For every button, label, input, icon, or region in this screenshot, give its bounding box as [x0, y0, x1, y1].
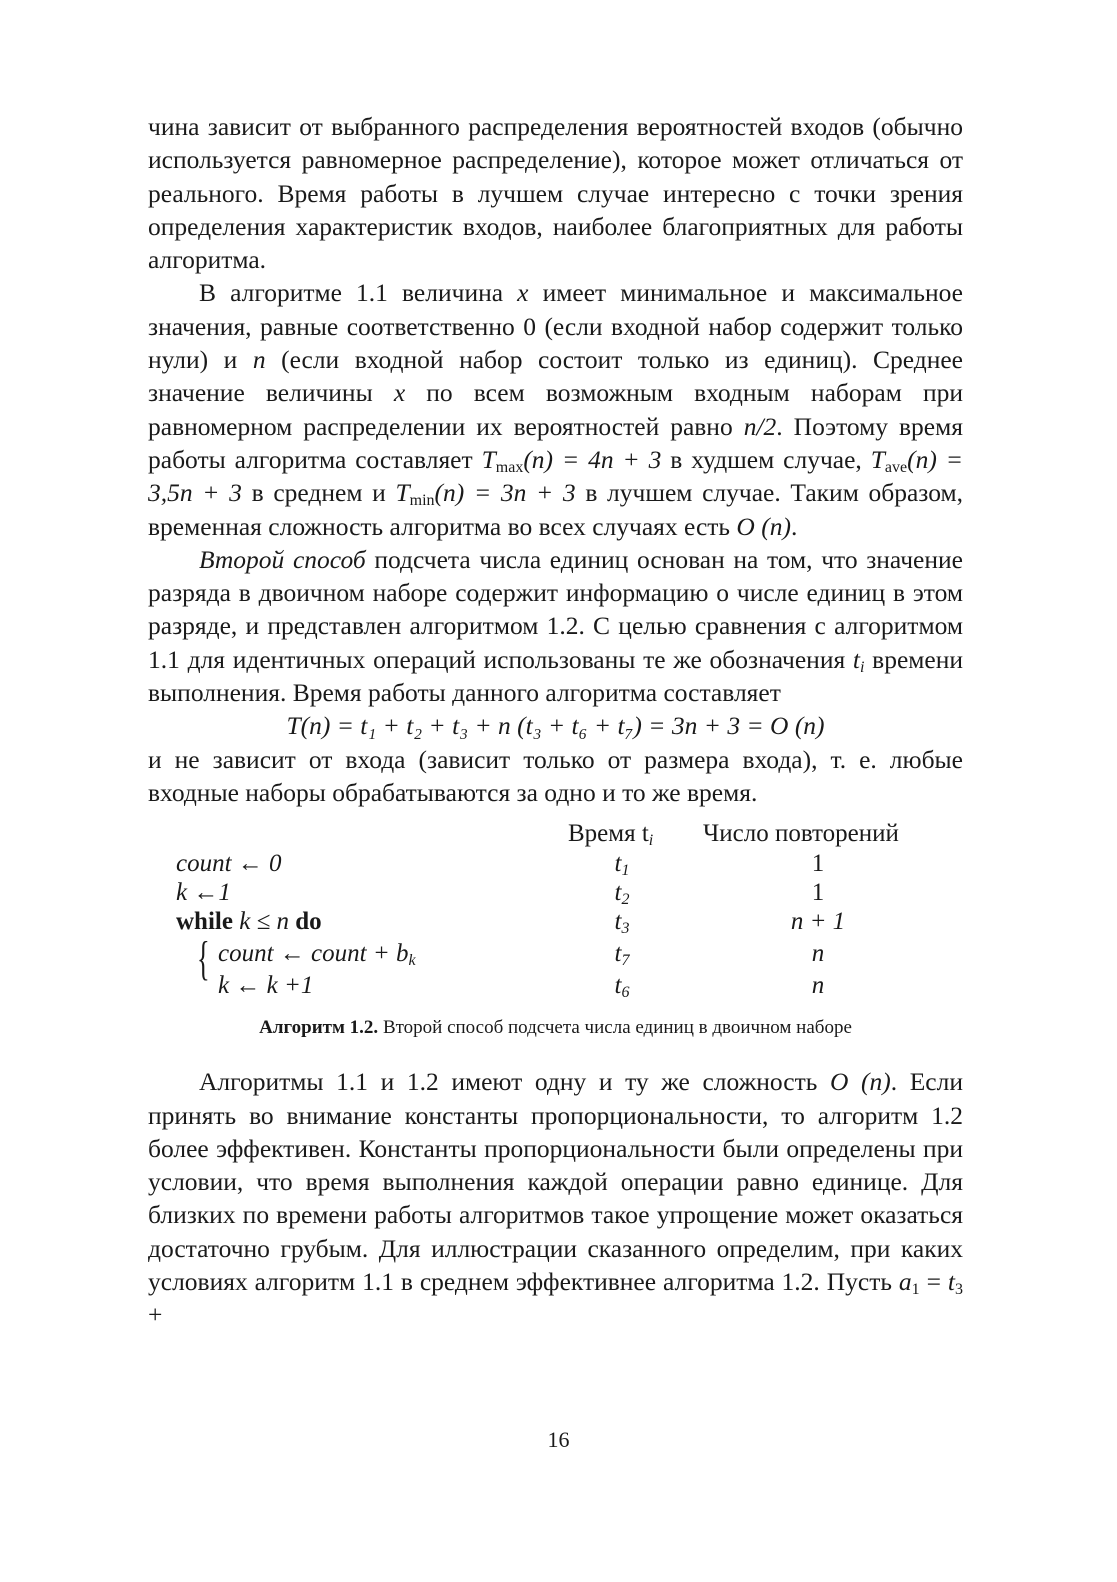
- repeats-cell: 1: [811, 850, 825, 878]
- algorithm-caption: Алгоритм 1.2. Второй способ подсчета числа единиц в двоичном наборе: [259, 1017, 852, 1039]
- algorithm-row: while k ≤ n do $t_3$ n + 1: [148, 905, 963, 935]
- paragraph-2: В алгоритме 1.1 величина x имеет минимальное и максимальное значения, равные соответственно 0 (если входной набор содержит только нули) и n (если входной набор состоит только из единиц). Среднее значение величины x по всем возможным входным наборам при равномерном распределении их вероятностей равно n/2. Поэтому время работы алгоритма составляет $T_{max}(n) = 4n + 3$ в худшем случае, $T_{ave}(n) = 3,5n + 3$ в среднем и $T_{min}(n) = 3n + 3$ в лучшем случае. Таким образом, временная сложность алгоритма во всех случаях есть O (n).: [148, 278, 963, 541]
- paragraph-1: чина зависит от выбранного распределения вероятностей входов (обычно используется равномерное распределение), которое может отличаться от реального. Время работы в лучшем случае интересно с точки зрения определения характеристик входов, наиболее благоприятных для работы алгоритма.: [148, 112, 963, 275]
- repeats-cell: n: [811, 972, 825, 1000]
- block-brace: {: [197, 932, 210, 986]
- algorithm-row: k ←1 $t_2$ 1: [148, 876, 963, 906]
- repeats-cell: n: [811, 940, 825, 968]
- time-cell: $t_3$: [614, 908, 630, 938]
- time-cell: $t_1$: [614, 850, 630, 880]
- algorithm-listing: [148, 817, 963, 1007]
- repeats-cell: 1: [811, 879, 825, 907]
- paragraph-5: Алгоритмы 1.1 и 1.2 имеют одну и ту же сложность O (n). Если принять во внимание константы пропорциональности, то алгоритм 1.2 более эффективен. Константы пропорциональности были определены при условии, что время выполнения каждой операции равно единице. Для близких по времени работы алгоритмов такое упрощение может оказаться достаточно грубым. Для иллюстрации сказанного определим, при каких условиях алгоритм 1.1 в среднем эффективнее алгоритма 1.2. Пусть $a_1 = t_3$ +: [148, 1067, 963, 1330]
- time-cell: $t_6$: [614, 972, 630, 1002]
- time-cell: $t_7$: [614, 940, 630, 970]
- repeats-cell: n + 1: [790, 908, 846, 936]
- formula-complexity: T(n) = t₁ + t₂ + t₃ + n (t₃ + t₆ + t₇) = 3n + 3 = O (n): [286, 711, 825, 741]
- page-body: [148, 110, 963, 1332]
- paragraph-4: и не зависит от входа (зависит только от размера входа), т. е. любые входные наборы обрабатываются за одно и то же время.: [148, 744, 963, 807]
- algorithm-row: count ← count + $b_k$ $t_7$ n: [148, 937, 963, 967]
- algorithm-row: k ← k +1 $t_6$ n: [148, 969, 963, 999]
- paragraph-3: Второй способ подсчета числа единиц основан на том, что значение разряда в двоичном наборе содержит информацию о числе единиц в этом разряде, и представлен алгоритмом 1.2. С целью сравнения с алгоритмом 1.1 для идентичных операций использованы те же обозначения $t_i$ времени выполнения. Время работы данного алгоритма составляет: [148, 544, 964, 708]
- header-time: Время $t_i$: [568, 820, 654, 850]
- page-number: 16: [547, 1427, 570, 1452]
- algorithm-row: count ← 0 $t_1$ 1: [148, 847, 963, 877]
- time-cell: $t_2$: [614, 879, 630, 909]
- header-repeats: Число повторений: [703, 820, 899, 848]
